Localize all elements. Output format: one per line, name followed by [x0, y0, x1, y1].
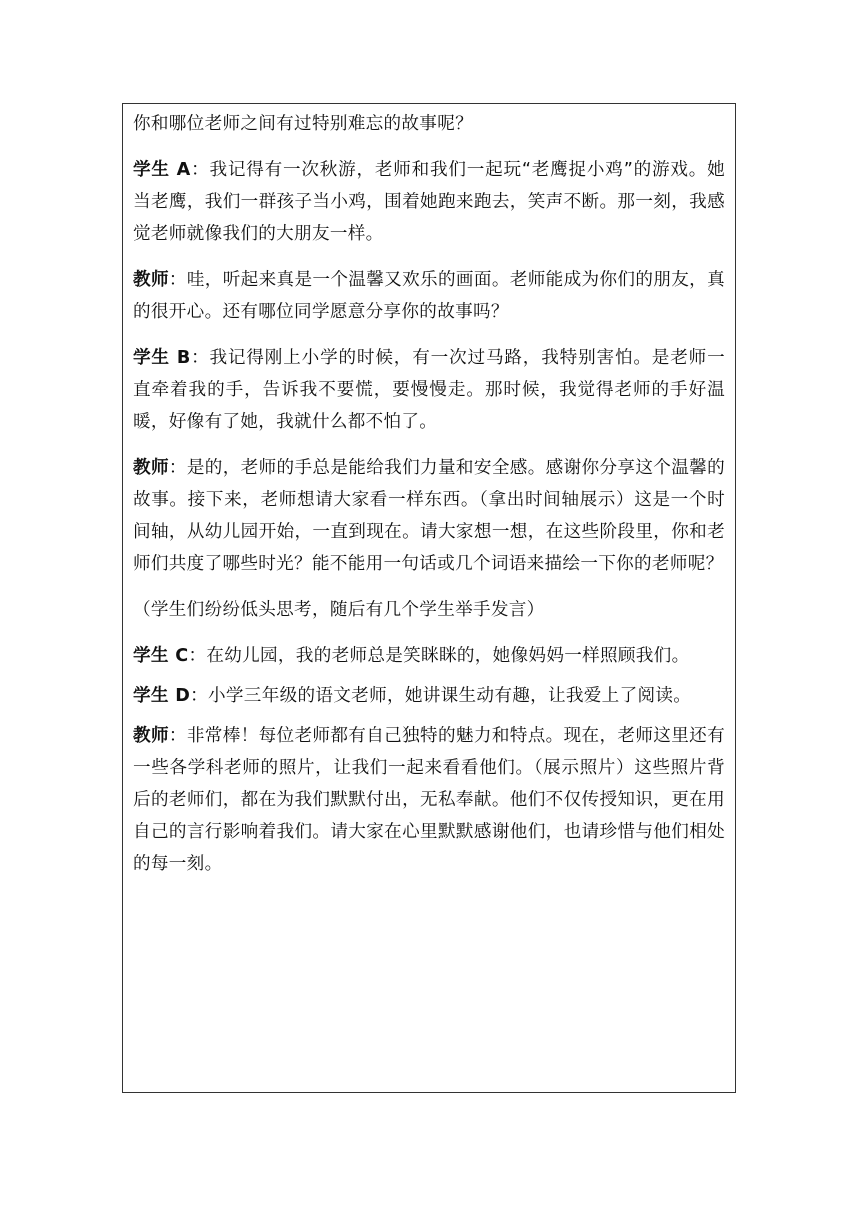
paragraph-text: ：小学三年级的语文老师，她讲课生动有趣，让我爱上了阅读。 — [190, 686, 692, 706]
paragraph-teacher-3 — [133, 720, 725, 880]
speaker-label: 教师 — [133, 726, 169, 746]
speaker-label: 学生 A — [133, 160, 191, 180]
speaker-label: 学生 D — [133, 686, 191, 706]
paragraph-text: ：我记得有一次秋游，老师和我们一起玩“老鹰捉小鸡”的游戏。她当老鹰，我们一群孩子当小鸡，围着她跑来跑去，笑声不断。那一刻，我感觉老师就像我们的大朋友一样。 — [133, 160, 725, 244]
paragraph-text: ：在幼儿园，我的老师总是笑眯眯的，她像妈妈一样照顾我们。 — [188, 646, 690, 666]
paragraph-text: ：非常棒！每位老师都有自己独特的魅力和特点。现在，老师这里还有一些各学科老师的照片，让我们一起来看看他们。（展示照片）这些照片背后的老师们，都在为我们默默付出，无私奉献。他们不仅传授知识，更在用自己的言行影响着我们。请大家在心里默默感谢他们，也请珍惜与他们相处的每一刻。 — [133, 726, 725, 874]
paragraph-stage-direction — [133, 594, 725, 626]
paragraph-text: ：我记得刚上小学的时候，有一次过马路，我特别害怕。是老师一直牵着我的手，告诉我不要慌，要慢慢走。那时候，我觉得老师的手好温暖，好像有了她，我就什么都不怕了。 — [133, 348, 725, 432]
paragraph-student-d — [133, 680, 725, 712]
paragraph-student-a — [133, 154, 725, 250]
paragraph-question — [133, 108, 725, 140]
speaker-label: 学生 B — [133, 348, 191, 368]
paragraph-text: ：哇，听起来真是一个温馨又欢乐的画面。老师能成为你们的朋友，真的很开心。还有哪位同学愿意分享你的故事吗？ — [133, 270, 725, 322]
content-table-cell — [122, 103, 736, 1093]
speaker-label: 教师 — [133, 270, 169, 290]
paragraph-text: 你和哪位老师之间有过特别难忘的故事呢？ — [133, 114, 473, 134]
paragraph-student-b — [133, 342, 725, 438]
paragraph-teacher-1 — [133, 264, 725, 328]
paragraph-student-c — [133, 640, 725, 672]
speaker-label: 教师 — [133, 458, 169, 478]
paragraph-text: ：是的，老师的手总是能给我们力量和安全感。感谢你分享这个温馨的故事。接下来，老师想请大家看一样东西。（拿出时间轴展示）这是一个时间轴，从幼儿园开始，一直到现在。请大家想一想，在这些阶段里，你和老师们共度了哪些时光？能不能用一句话或几个词语来描绘一下你的老师呢？ — [133, 458, 725, 574]
paragraph-teacher-2 — [133, 452, 725, 580]
speaker-label: 学生 C — [133, 646, 189, 666]
paragraph-text: （学生们纷纷低头思考，随后有几个学生举手发言） — [133, 600, 545, 620]
